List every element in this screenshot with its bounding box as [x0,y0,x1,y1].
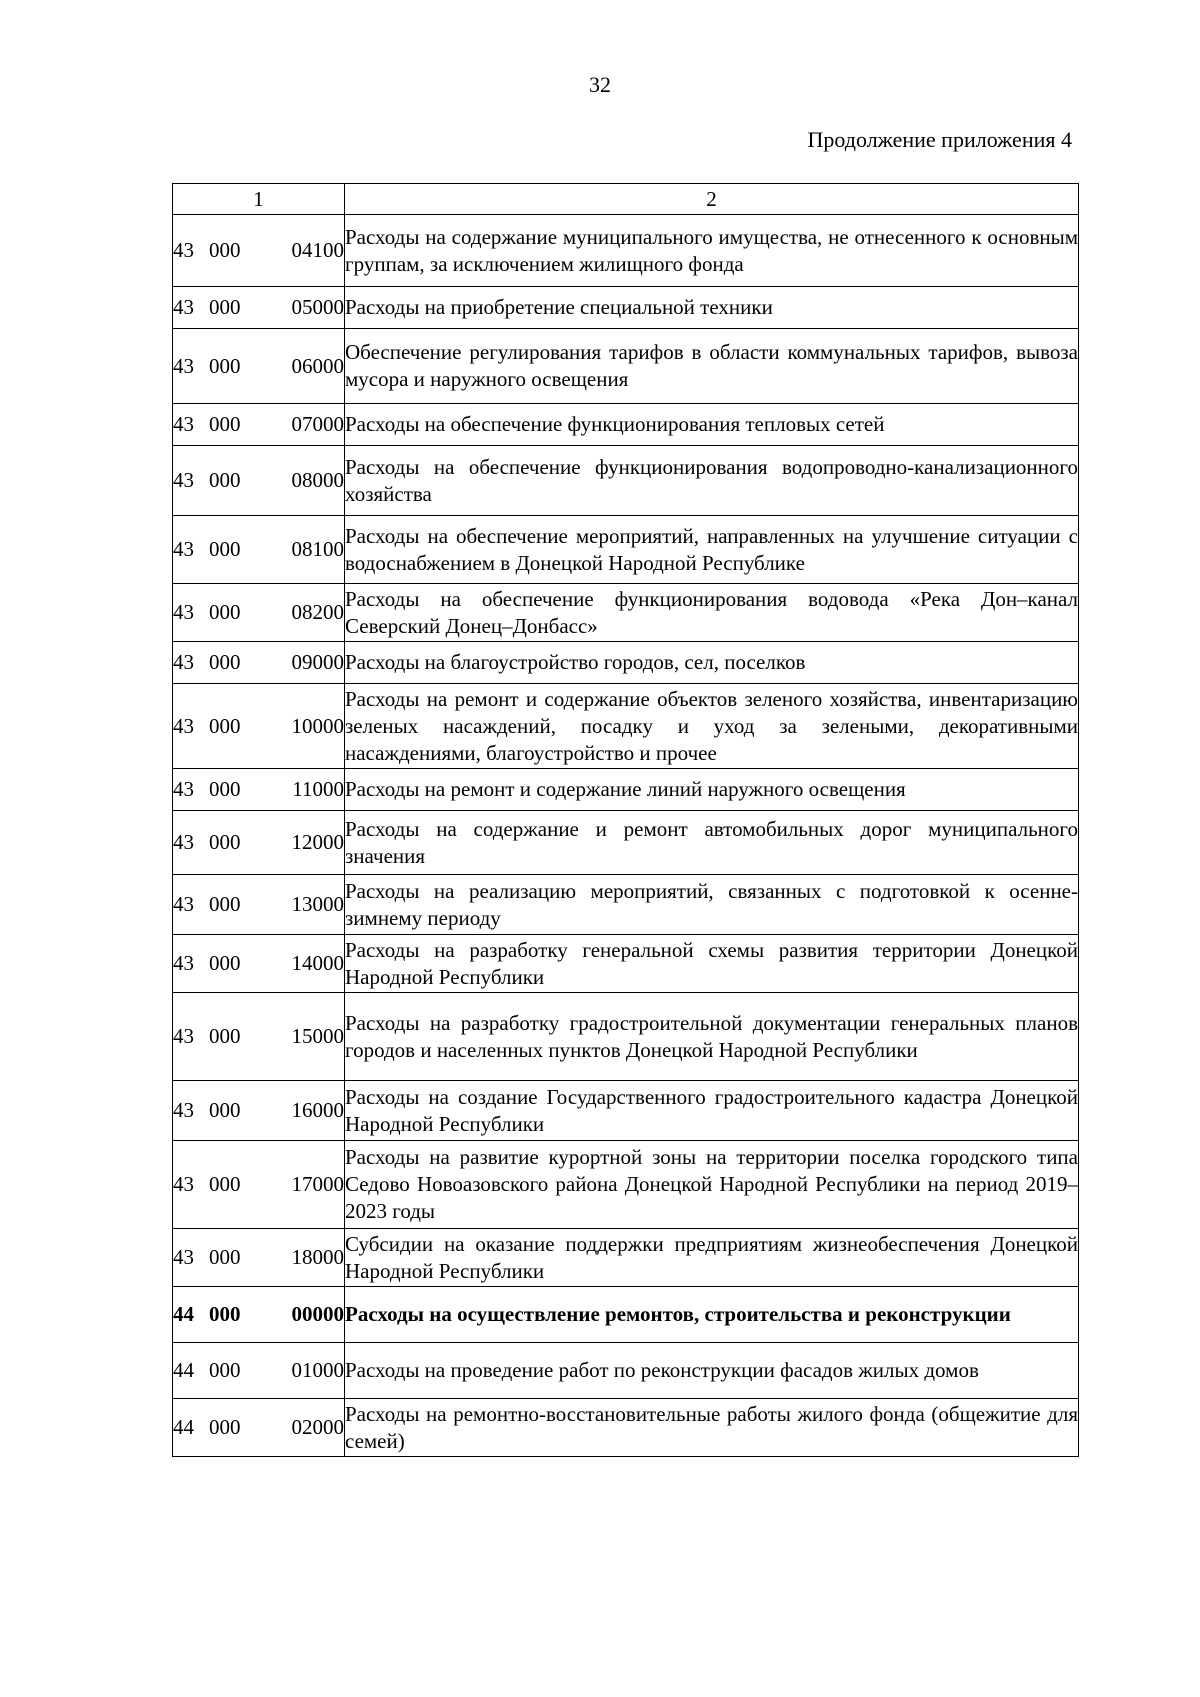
code-cell [173,287,345,329]
code-cell [173,642,345,684]
code-part: 43 [173,600,194,624]
code-cell [173,875,345,935]
code-part: 17000 [291,1172,344,1196]
code-part: 44 [173,1302,194,1326]
code-cell [173,684,345,769]
header-cell-code: 1 [173,184,345,215]
table-row [173,215,1079,287]
table-row [173,642,1079,684]
table-row [173,446,1079,516]
description-cell: Расходы на ремонтно-восстановительные работы жилого фонда (общежитие для семей) [345,1399,1079,1457]
code-cell [173,404,345,446]
description-cell: Расходы на проведение работ по реконструкции фасадов жилых домов [345,1343,1079,1399]
code-part: 000 [209,468,241,492]
description-cell: Субсидии на оказание поддержки предприятиям жизнеобеспечения Донецкой Народной Республики [345,1229,1079,1287]
code-cell [173,769,345,811]
code-part: 10000 [291,713,344,738]
code-part: 43 [173,238,194,262]
page-number: 32 [589,72,611,97]
table-row [173,769,1079,811]
code-part: 14000 [291,951,344,975]
description-cell: Расходы на обеспечение функционирования водопроводно-канализационного хозяйства [345,446,1079,516]
table-row [173,516,1079,584]
description-cell: Расходы на разработку градостроительной документации генеральных планов городов и населенных пунктов Донецкой Народной Республики [345,993,1079,1081]
code-part: 08000 [291,468,344,492]
code-part: 000 [209,353,241,378]
table-row [173,1081,1079,1141]
code-part: 000 [209,777,241,801]
code-part: 43 [173,295,194,319]
code-part: 12000 [291,830,344,854]
header-cell-description: 2 [345,184,1079,215]
code-part: 43 [173,650,194,674]
code-part: 08100 [291,537,344,561]
code-cell [173,215,345,287]
code-part: 43 [173,537,194,561]
budget-codes-table [172,183,1079,1457]
table-row [173,1343,1079,1399]
code-part: 43 [173,353,194,378]
table-row [173,684,1079,769]
code-part: 000 [209,1245,241,1269]
description-cell: Расходы на содержание и ремонт автомобильных дорог муниципального значения [345,811,1079,875]
code-part: 02000 [291,1415,344,1439]
description-cell: Расходы на приобретение специальной техники [345,287,1079,329]
code-part: 43 [173,1024,194,1048]
code-part: 00000 [291,1302,344,1326]
code-part: 43 [173,830,194,854]
continuation-label: Продолжение приложения 4 [807,127,1072,152]
code-part: 000 [209,1415,241,1439]
code-part: 43 [173,713,194,738]
description-cell: Расходы на разработку генеральной схемы развития территории Донецкой Народной Республики [345,935,1079,993]
description-cell: Расходы на осуществление ремонтов, строительства и реконструкции [345,1287,1079,1343]
table-row [173,875,1079,935]
code-cell [173,1229,345,1287]
code-part: 43 [173,777,194,801]
table-row [173,584,1079,642]
code-part: 000 [209,1172,241,1196]
code-part: 09000 [291,650,344,674]
code-part: 13000 [291,892,344,916]
code-cell [173,329,345,404]
code-part: 07000 [291,412,344,436]
code-part: 44 [173,1358,194,1382]
description-cell: Обеспечение регулирования тарифов в области коммунальных тарифов, вывоза мусора и наружного освещения [345,329,1079,404]
code-cell [173,935,345,993]
code-cell [173,516,345,584]
code-cell [173,1399,345,1457]
table-row [173,329,1079,404]
code-cell [173,446,345,516]
code-cell [173,584,345,642]
code-part: 000 [209,412,241,436]
description-cell: Расходы на обеспечение функционирования тепловых сетей [345,404,1079,446]
description-cell: Расходы на содержание муниципального имущества, не отнесенного к основным группам, за исключением жилищного фонда [345,215,1079,287]
code-cell [173,1287,345,1343]
table-row [173,1229,1079,1287]
code-part: 000 [209,1024,241,1048]
table-row [173,935,1079,993]
code-part: 000 [209,713,241,738]
description-cell: Расходы на развитие курортной зоны на территории поселка городского типа Седово Новоазовского района Донецкой Народной Республики на период 2019–2023 годы [345,1141,1079,1229]
code-cell [173,1081,345,1141]
code-part: 01000 [291,1358,344,1382]
code-part: 43 [173,1098,194,1122]
code-part: 43 [173,892,194,916]
table-row [173,1399,1079,1457]
code-part: 000 [209,295,241,319]
code-part: 43 [173,412,194,436]
description-cell: Расходы на ремонт и содержание линий наружного освещения [345,769,1079,811]
code-part: 43 [173,1245,194,1269]
code-cell [173,1141,345,1229]
code-part: 11000 [292,777,344,801]
table-header-row [173,184,1079,215]
code-part: 16000 [291,1098,344,1122]
code-part: 05000 [291,295,344,319]
code-part: 000 [209,892,241,916]
code-part: 000 [209,830,241,854]
code-part: 43 [173,468,194,492]
code-part: 15000 [291,1024,344,1048]
code-part: 18000 [291,1245,344,1269]
code-part: 000 [209,1098,241,1122]
code-part: 44 [173,1415,194,1439]
description-cell: Расходы на благоустройство городов, сел, поселков [345,642,1079,684]
table-row [173,1287,1079,1343]
description-cell: Расходы на обеспечение мероприятий, направленных на улучшение ситуации с водоснабжением в Донецкой Народной Республике [345,516,1079,584]
code-cell [173,993,345,1081]
code-part: 000 [209,1358,241,1382]
code-cell [173,811,345,875]
table-row [173,287,1079,329]
description-cell: Расходы на реализацию мероприятий, связанных с подготовкой к осенне-зимнему периоду [345,875,1079,935]
code-part: 000 [209,238,241,262]
description-cell: Расходы на обеспечение функционирования водовода «Река Дон–канал Северский Донец–Донбасс» [345,584,1079,642]
code-part: 08200 [291,600,344,624]
code-part: 000 [209,1302,241,1326]
code-part: 04100 [291,238,344,262]
code-part: 000 [209,537,241,561]
description-cell: Расходы на создание Государственного градостроительного кадастра Донецкой Народной Республики [345,1081,1079,1141]
code-part: 000 [209,951,241,975]
description-cell: Расходы на ремонт и содержание объектов зеленого хозяйства, инвентаризацию зеленых насаждений, посадку и уход за зелеными, декоративными насаждениями, благоустройство и прочее [345,684,1079,769]
table-body [173,184,1079,1457]
code-cell [173,1343,345,1399]
code-part: 43 [173,1172,194,1196]
table-row [173,1141,1079,1229]
code-part: 000 [209,650,241,674]
code-part: 43 [173,951,194,975]
code-part: 000 [209,600,241,624]
table-row [173,404,1079,446]
table-row [173,811,1079,875]
table-row [173,993,1079,1081]
code-part: 06000 [291,353,344,378]
